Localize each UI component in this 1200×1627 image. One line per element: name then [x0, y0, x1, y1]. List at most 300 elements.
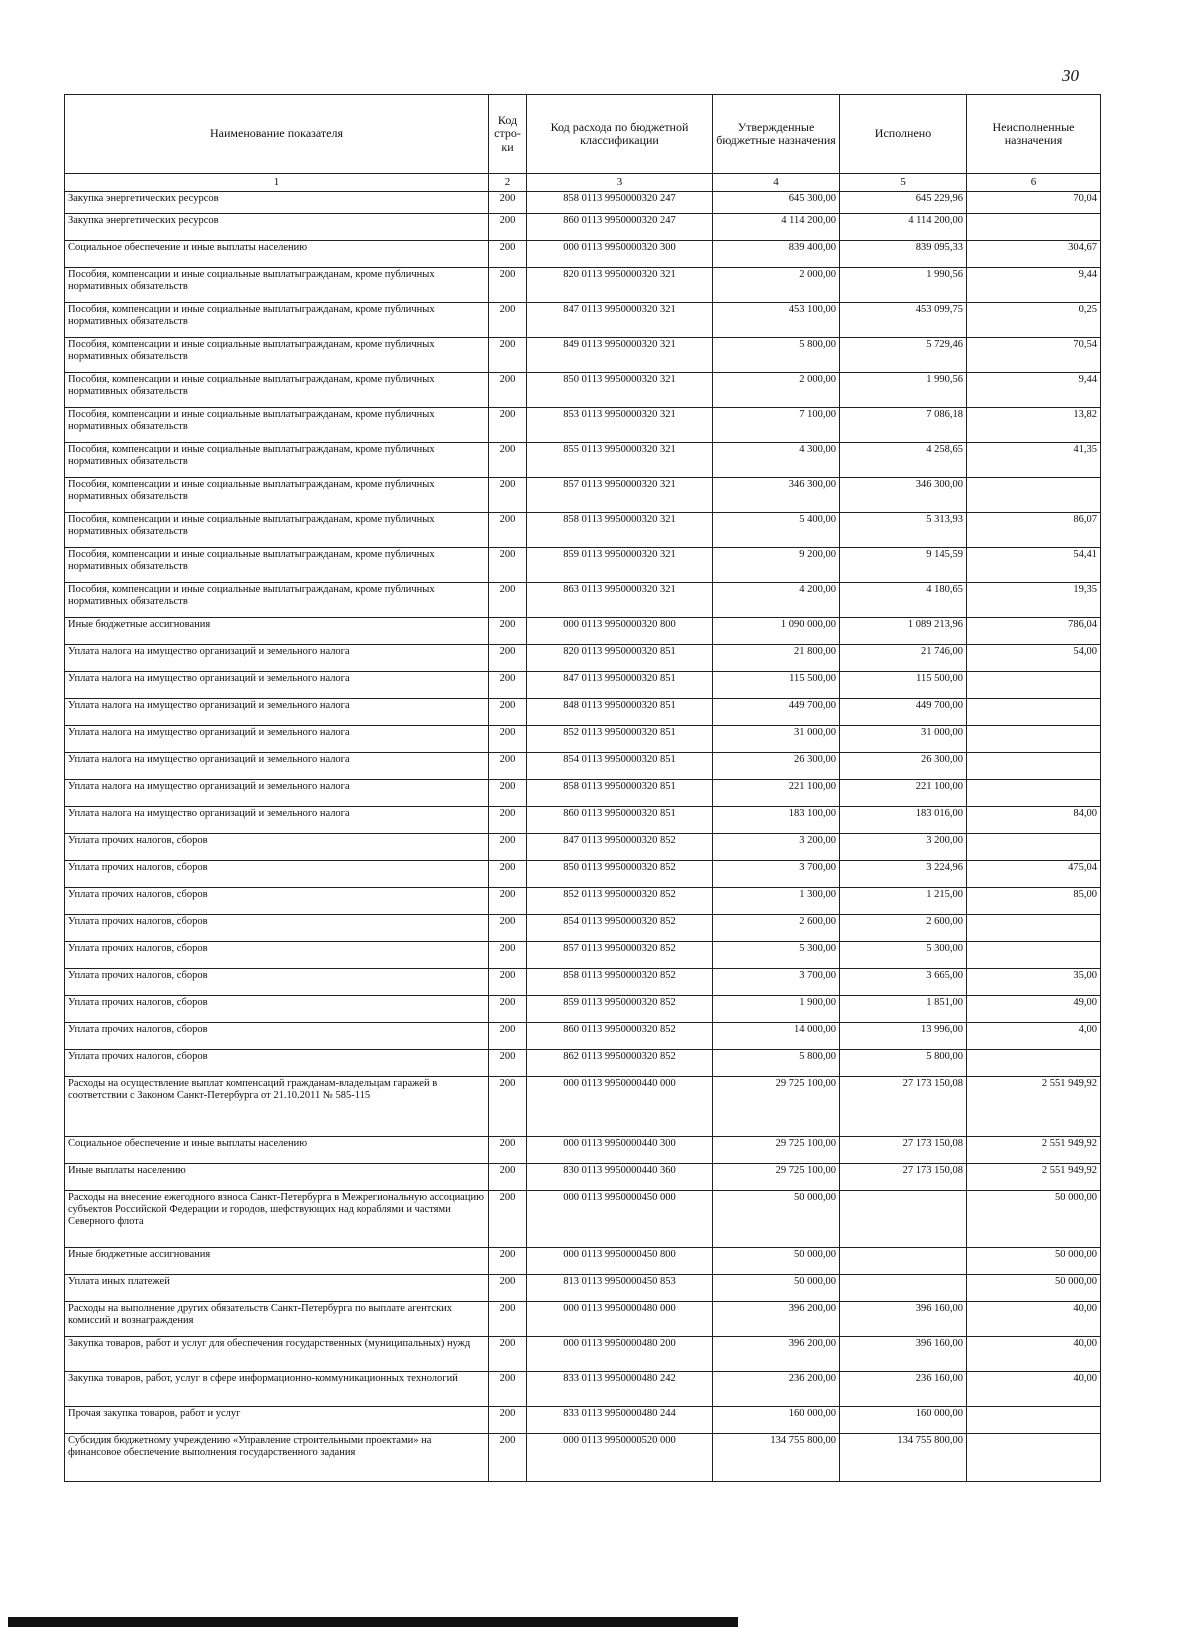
cell-budget-class-code: 000 0113 9950000520 000 — [527, 1434, 713, 1482]
cell-line-code: 200 — [489, 780, 527, 807]
cell-approved: 134 755 800,00 — [713, 1434, 840, 1482]
cell-unexecuted — [967, 1050, 1101, 1077]
cell-approved: 26 300,00 — [713, 753, 840, 780]
cell-approved: 50 000,00 — [713, 1275, 840, 1302]
table-row — [65, 645, 1101, 672]
table-row — [65, 443, 1101, 478]
column-number-row — [65, 174, 1101, 192]
header-unexecuted: Неисполненные назначения — [967, 95, 1101, 174]
budget-execution-table — [64, 94, 1101, 1482]
cell-approved: 2 600,00 — [713, 915, 840, 942]
column-number: 1 — [65, 174, 489, 192]
page-number: 30 — [1062, 66, 1079, 85]
cell-executed: 5 800,00 — [840, 1050, 967, 1077]
cell-approved: 4 114 200,00 — [713, 214, 840, 241]
cell-unexecuted: 40,00 — [967, 1337, 1101, 1372]
cell-unexecuted: 40,00 — [967, 1302, 1101, 1337]
cell-approved: 183 100,00 — [713, 807, 840, 834]
cell-executed: 1 851,00 — [840, 996, 967, 1023]
cell-budget-class-code: 830 0113 9950000440 360 — [527, 1164, 713, 1191]
cell-budget-class-code: 857 0113 9950000320 852 — [527, 942, 713, 969]
cell-approved: 29 725 100,00 — [713, 1164, 840, 1191]
cell-approved: 4 300,00 — [713, 443, 840, 478]
cell-unexecuted — [967, 214, 1101, 241]
cell-unexecuted: 2 551 949,92 — [967, 1164, 1101, 1191]
cell-indicator-name: Уплата прочих налогов, сборов — [65, 1023, 489, 1050]
cell-unexecuted: 50 000,00 — [967, 1248, 1101, 1275]
table-row — [65, 583, 1101, 618]
cell-approved: 1 090 000,00 — [713, 618, 840, 645]
cell-indicator-name: Закупка энергетических ресурсов — [65, 214, 489, 241]
cell-indicator-name: Уплата прочих налогов, сборов — [65, 915, 489, 942]
cell-approved: 1 900,00 — [713, 996, 840, 1023]
cell-line-code: 200 — [489, 1337, 527, 1372]
table-row — [65, 996, 1101, 1023]
cell-line-code: 200 — [489, 1077, 527, 1137]
cell-budget-class-code: 859 0113 9950000320 852 — [527, 996, 713, 1023]
cell-executed: 5 729,46 — [840, 338, 967, 373]
cell-executed: 1 089 213,96 — [840, 618, 967, 645]
cell-indicator-name: Социальное обеспечение и иные выплаты населению — [65, 1137, 489, 1164]
cell-executed: 221 100,00 — [840, 780, 967, 807]
cell-executed: 2 600,00 — [840, 915, 967, 942]
cell-budget-class-code: 849 0113 9950000320 321 — [527, 338, 713, 373]
cell-executed: 3 665,00 — [840, 969, 967, 996]
cell-budget-class-code: 858 0113 9950000320 321 — [527, 513, 713, 548]
cell-indicator-name: Иные выплаты населению — [65, 1164, 489, 1191]
cell-line-code: 200 — [489, 1164, 527, 1191]
cell-line-code: 200 — [489, 942, 527, 969]
cell-executed: 5 300,00 — [840, 942, 967, 969]
cell-unexecuted: 50 000,00 — [967, 1191, 1101, 1248]
cell-approved: 346 300,00 — [713, 478, 840, 513]
cell-line-code: 200 — [489, 1434, 527, 1482]
cell-budget-class-code: 863 0113 9950000320 321 — [527, 583, 713, 618]
table-row — [65, 1372, 1101, 1407]
cell-unexecuted — [967, 1434, 1101, 1482]
cell-line-code: 200 — [489, 1191, 527, 1248]
cell-indicator-name: Уплата прочих налогов, сборов — [65, 996, 489, 1023]
column-number: 3 — [527, 174, 713, 192]
cell-executed: 31 000,00 — [840, 726, 967, 753]
cell-executed: 839 095,33 — [840, 241, 967, 268]
header-indicator-name: Наименование показателя — [65, 95, 489, 174]
cell-budget-class-code: 813 0113 9950000450 853 — [527, 1275, 713, 1302]
cell-line-code: 200 — [489, 618, 527, 645]
cell-line-code: 200 — [489, 996, 527, 1023]
table-row — [65, 1275, 1101, 1302]
cell-line-code: 200 — [489, 807, 527, 834]
cell-approved: 3 700,00 — [713, 969, 840, 996]
cell-budget-class-code: 000 0113 9950000450 000 — [527, 1191, 713, 1248]
cell-indicator-name: Расходы на выполнение других обязательств Санкт-Петербурга по выплате агентских комиссий и вознаграждения — [65, 1302, 489, 1337]
cell-unexecuted: 35,00 — [967, 969, 1101, 996]
cell-executed: 453 099,75 — [840, 303, 967, 338]
cell-unexecuted — [967, 672, 1101, 699]
cell-unexecuted: 9,44 — [967, 268, 1101, 303]
table-row — [65, 338, 1101, 373]
cell-indicator-name: Уплата налога на имущество организаций и земельного налога — [65, 645, 489, 672]
cell-line-code: 200 — [489, 1407, 527, 1434]
cell-executed: 26 300,00 — [840, 753, 967, 780]
cell-line-code: 200 — [489, 726, 527, 753]
cell-unexecuted: 2 551 949,92 — [967, 1077, 1101, 1137]
cell-budget-class-code: 857 0113 9950000320 321 — [527, 478, 713, 513]
cell-line-code: 200 — [489, 753, 527, 780]
table-row — [65, 1164, 1101, 1191]
table-row — [65, 780, 1101, 807]
cell-budget-class-code: 858 0113 9950000320 851 — [527, 780, 713, 807]
cell-unexecuted — [967, 915, 1101, 942]
cell-budget-class-code: 854 0113 9950000320 851 — [527, 753, 713, 780]
header-approved: Утвержденные бюджетные назначения — [713, 95, 840, 174]
cell-line-code: 200 — [489, 583, 527, 618]
cell-approved: 5 300,00 — [713, 942, 840, 969]
cell-approved: 4 200,00 — [713, 583, 840, 618]
table-row — [65, 513, 1101, 548]
cell-approved: 7 100,00 — [713, 408, 840, 443]
cell-unexecuted: 70,54 — [967, 338, 1101, 373]
cell-line-code: 200 — [489, 443, 527, 478]
table-row — [65, 618, 1101, 645]
header-line-code: Код стро-ки — [489, 95, 527, 174]
cell-approved: 396 200,00 — [713, 1337, 840, 1372]
cell-unexecuted: 84,00 — [967, 807, 1101, 834]
cell-line-code: 200 — [489, 1137, 527, 1164]
cell-unexecuted: 85,00 — [967, 888, 1101, 915]
cell-unexecuted: 475,04 — [967, 861, 1101, 888]
header-executed: Исполнено — [840, 95, 967, 174]
cell-unexecuted — [967, 726, 1101, 753]
cell-unexecuted: 0,25 — [967, 303, 1101, 338]
cell-line-code: 200 — [489, 861, 527, 888]
cell-approved: 645 300,00 — [713, 192, 840, 214]
cell-indicator-name: Закупка товаров, работ и услуг для обеспечения государственных (муниципальных) нужд — [65, 1337, 489, 1372]
cell-budget-class-code: 850 0113 9950000320 852 — [527, 861, 713, 888]
cell-budget-class-code: 858 0113 9950000320 852 — [527, 969, 713, 996]
cell-executed: 1 215,00 — [840, 888, 967, 915]
cell-indicator-name: Пособия, компенсации и иные социальные выплатыгражданам, кроме публичных нормативных обязательств — [65, 583, 489, 618]
header-row — [65, 95, 1101, 174]
cell-unexecuted — [967, 478, 1101, 513]
table-row — [65, 915, 1101, 942]
table-row — [65, 969, 1101, 996]
cell-approved: 453 100,00 — [713, 303, 840, 338]
cell-approved: 5 400,00 — [713, 513, 840, 548]
cell-budget-class-code: 854 0113 9950000320 852 — [527, 915, 713, 942]
cell-unexecuted: 41,35 — [967, 443, 1101, 478]
table-row — [65, 214, 1101, 241]
cell-budget-class-code: 862 0113 9950000320 852 — [527, 1050, 713, 1077]
cell-budget-class-code: 833 0113 9950000480 244 — [527, 1407, 713, 1434]
cell-indicator-name: Уплата прочих налогов, сборов — [65, 1050, 489, 1077]
cell-indicator-name: Уплата налога на имущество организаций и земельного налога — [65, 699, 489, 726]
cell-indicator-name: Уплата налога на имущество организаций и земельного налога — [65, 807, 489, 834]
cell-approved: 839 400,00 — [713, 241, 840, 268]
cell-line-code: 200 — [489, 373, 527, 408]
table-row — [65, 408, 1101, 443]
cell-unexecuted: 50 000,00 — [967, 1275, 1101, 1302]
cell-unexecuted: 9,44 — [967, 373, 1101, 408]
table-row — [65, 807, 1101, 834]
cell-line-code: 200 — [489, 969, 527, 996]
cell-line-code: 200 — [489, 1248, 527, 1275]
table-row — [65, 861, 1101, 888]
cell-indicator-name: Уплата прочих налогов, сборов — [65, 888, 489, 915]
cell-indicator-name: Уплата прочих налогов, сборов — [65, 942, 489, 969]
table-row — [65, 753, 1101, 780]
cell-approved: 14 000,00 — [713, 1023, 840, 1050]
table-row — [65, 478, 1101, 513]
cell-executed: 1 990,56 — [840, 373, 967, 408]
cell-budget-class-code: 000 0113 9950000440 000 — [527, 1077, 713, 1137]
cell-executed: 27 173 150,08 — [840, 1077, 967, 1137]
cell-unexecuted: 49,00 — [967, 996, 1101, 1023]
cell-executed: 4 180,65 — [840, 583, 967, 618]
cell-executed — [840, 1191, 967, 1248]
cell-indicator-name: Субсидия бюджетному учреждению «Управление строительными проектами» на финансовое обеспечение выполнения государственного задания — [65, 1434, 489, 1482]
cell-budget-class-code: 860 0113 9950000320 247 — [527, 214, 713, 241]
cell-line-code: 200 — [489, 915, 527, 942]
cell-indicator-name: Уплата налога на имущество организаций и земельного налога — [65, 780, 489, 807]
cell-line-code: 200 — [489, 268, 527, 303]
cell-budget-class-code: 860 0113 9950000320 852 — [527, 1023, 713, 1050]
cell-budget-class-code: 847 0113 9950000320 851 — [527, 672, 713, 699]
cell-budget-class-code: 852 0113 9950000320 852 — [527, 888, 713, 915]
table-row — [65, 1302, 1101, 1337]
table-row — [65, 1407, 1101, 1434]
cell-unexecuted — [967, 699, 1101, 726]
cell-executed: 134 755 800,00 — [840, 1434, 967, 1482]
cell-indicator-name: Пособия, компенсации и иные социальные выплатыгражданам, кроме публичных нормативных обязательств — [65, 268, 489, 303]
cell-executed: 449 700,00 — [840, 699, 967, 726]
cell-line-code: 200 — [489, 214, 527, 241]
cell-unexecuted — [967, 753, 1101, 780]
cell-executed: 13 996,00 — [840, 1023, 967, 1050]
cell-executed: 346 300,00 — [840, 478, 967, 513]
cell-approved: 21 800,00 — [713, 645, 840, 672]
table-row — [65, 1137, 1101, 1164]
table-row — [65, 1191, 1101, 1248]
table-row — [65, 241, 1101, 268]
cell-line-code: 200 — [489, 513, 527, 548]
cell-executed: 183 016,00 — [840, 807, 967, 834]
table-row — [65, 726, 1101, 753]
cell-budget-class-code: 855 0113 9950000320 321 — [527, 443, 713, 478]
cell-line-code: 200 — [489, 548, 527, 583]
cell-budget-class-code: 000 0113 9950000450 800 — [527, 1248, 713, 1275]
cell-line-code: 200 — [489, 303, 527, 338]
cell-approved: 5 800,00 — [713, 338, 840, 373]
cell-indicator-name: Иные бюджетные ассигнования — [65, 618, 489, 645]
cell-line-code: 200 — [489, 1023, 527, 1050]
table-row — [65, 548, 1101, 583]
cell-budget-class-code: 000 0113 9950000480 200 — [527, 1337, 713, 1372]
cell-executed: 645 229,96 — [840, 192, 967, 214]
table-row — [65, 942, 1101, 969]
cell-line-code: 200 — [489, 1302, 527, 1337]
cell-executed — [840, 1248, 967, 1275]
cell-budget-class-code: 852 0113 9950000320 851 — [527, 726, 713, 753]
cell-indicator-name: Уплата прочих налогов, сборов — [65, 969, 489, 996]
cell-indicator-name: Расходы на внесение ежегодного взноса Санкт-Петербурга в Межрегиональную ассоциацию субъектов Российской Федерации и городов, шефствующих над кораблями и частями Северного флота — [65, 1191, 489, 1248]
cell-approved: 160 000,00 — [713, 1407, 840, 1434]
cell-approved: 29 725 100,00 — [713, 1137, 840, 1164]
cell-budget-class-code: 820 0113 9950000320 851 — [527, 645, 713, 672]
table-row — [65, 672, 1101, 699]
cell-budget-class-code: 848 0113 9950000320 851 — [527, 699, 713, 726]
cell-budget-class-code: 000 0113 9950000480 000 — [527, 1302, 713, 1337]
cell-line-code: 200 — [489, 192, 527, 214]
cell-approved: 3 200,00 — [713, 834, 840, 861]
cell-indicator-name: Пособия, компенсации и иные социальные выплатыгражданам, кроме публичных нормативных обязательств — [65, 373, 489, 408]
cell-approved: 2 000,00 — [713, 268, 840, 303]
table-row — [65, 834, 1101, 861]
cell-line-code: 200 — [489, 1372, 527, 1407]
cell-indicator-name: Пособия, компенсации и иные социальные выплатыгражданам, кроме публичных нормативных обязательств — [65, 548, 489, 583]
cell-indicator-name: Закупка энергетических ресурсов — [65, 192, 489, 214]
cell-budget-class-code: 850 0113 9950000320 321 — [527, 373, 713, 408]
cell-line-code: 200 — [489, 834, 527, 861]
column-number: 2 — [489, 174, 527, 192]
cell-approved: 221 100,00 — [713, 780, 840, 807]
column-number: 4 — [713, 174, 840, 192]
cell-approved: 29 725 100,00 — [713, 1077, 840, 1137]
cell-executed: 27 173 150,08 — [840, 1137, 967, 1164]
cell-indicator-name: Пособия, компенсации и иные социальные выплатыгражданам, кроме публичных нормативных обязательств — [65, 338, 489, 373]
cell-executed: 5 313,93 — [840, 513, 967, 548]
cell-unexecuted: 70,04 — [967, 192, 1101, 214]
table-row — [65, 699, 1101, 726]
cell-line-code: 200 — [489, 699, 527, 726]
cell-approved: 9 200,00 — [713, 548, 840, 583]
cell-unexecuted: 54,41 — [967, 548, 1101, 583]
cell-budget-class-code: 847 0113 9950000320 852 — [527, 834, 713, 861]
cell-executed: 27 173 150,08 — [840, 1164, 967, 1191]
cell-unexecuted: 786,04 — [967, 618, 1101, 645]
cell-budget-class-code: 000 0113 9950000440 300 — [527, 1137, 713, 1164]
table-body — [65, 192, 1101, 1482]
cell-line-code: 200 — [489, 645, 527, 672]
cell-executed: 4 258,65 — [840, 443, 967, 478]
cell-approved: 50 000,00 — [713, 1248, 840, 1275]
cell-approved: 115 500,00 — [713, 672, 840, 699]
cell-unexecuted: 4,00 — [967, 1023, 1101, 1050]
cell-executed: 3 200,00 — [840, 834, 967, 861]
cell-unexecuted: 13,82 — [967, 408, 1101, 443]
table-row — [65, 268, 1101, 303]
cell-budget-class-code: 853 0113 9950000320 321 — [527, 408, 713, 443]
cell-indicator-name: Уплата иных платежей — [65, 1275, 489, 1302]
cell-indicator-name: Пособия, компенсации и иные социальные выплатыгражданам, кроме публичных нормативных обязательств — [65, 478, 489, 513]
cell-indicator-name: Прочая закупка товаров, работ и услуг — [65, 1407, 489, 1434]
cell-approved: 1 300,00 — [713, 888, 840, 915]
scan-edge-bar — [8, 1617, 738, 1627]
table-row — [65, 1337, 1101, 1372]
cell-indicator-name: Уплата налога на имущество организаций и земельного налога — [65, 672, 489, 699]
cell-indicator-name: Пособия, компенсации и иные социальные выплатыгражданам, кроме публичных нормативных обязательств — [65, 408, 489, 443]
cell-approved: 396 200,00 — [713, 1302, 840, 1337]
cell-line-code: 200 — [489, 408, 527, 443]
table-row — [65, 303, 1101, 338]
cell-budget-class-code: 820 0113 9950000320 321 — [527, 268, 713, 303]
cell-budget-class-code: 833 0113 9950000480 242 — [527, 1372, 713, 1407]
cell-indicator-name: Уплата налога на имущество организаций и земельного налога — [65, 726, 489, 753]
cell-unexecuted: 40,00 — [967, 1372, 1101, 1407]
cell-executed: 3 224,96 — [840, 861, 967, 888]
column-number: 5 — [840, 174, 967, 192]
cell-line-code: 200 — [489, 478, 527, 513]
cell-executed: 115 500,00 — [840, 672, 967, 699]
cell-unexecuted: 54,00 — [967, 645, 1101, 672]
cell-approved: 3 700,00 — [713, 861, 840, 888]
table-row — [65, 1248, 1101, 1275]
cell-executed: 21 746,00 — [840, 645, 967, 672]
header-budget-class-code: Код расхода по бюджетной классификации — [527, 95, 713, 174]
cell-line-code: 200 — [489, 1050, 527, 1077]
cell-line-code: 200 — [489, 888, 527, 915]
cell-indicator-name: Пособия, компенсации и иные социальные выплатыгражданам, кроме публичных нормативных обязательств — [65, 513, 489, 548]
cell-executed: 236 160,00 — [840, 1372, 967, 1407]
table-row — [65, 1023, 1101, 1050]
cell-indicator-name: Социальное обеспечение и иные выплаты населению — [65, 241, 489, 268]
cell-unexecuted — [967, 834, 1101, 861]
cell-executed: 396 160,00 — [840, 1337, 967, 1372]
cell-line-code: 200 — [489, 672, 527, 699]
table-row — [65, 1434, 1101, 1482]
cell-approved: 5 800,00 — [713, 1050, 840, 1077]
table-row — [65, 373, 1101, 408]
cell-budget-class-code: 847 0113 9950000320 321 — [527, 303, 713, 338]
table-row — [65, 1050, 1101, 1077]
cell-budget-class-code: 000 0113 9950000320 300 — [527, 241, 713, 268]
cell-approved: 31 000,00 — [713, 726, 840, 753]
cell-indicator-name: Уплата прочих налогов, сборов — [65, 834, 489, 861]
cell-line-code: 200 — [489, 338, 527, 373]
cell-approved: 50 000,00 — [713, 1191, 840, 1248]
column-number: 6 — [967, 174, 1101, 192]
cell-unexecuted: 304,67 — [967, 241, 1101, 268]
cell-indicator-name: Уплата прочих налогов, сборов — [65, 861, 489, 888]
cell-unexecuted — [967, 780, 1101, 807]
cell-budget-class-code: 859 0113 9950000320 321 — [527, 548, 713, 583]
table-row — [65, 1077, 1101, 1137]
cell-indicator-name: Иные бюджетные ассигнования — [65, 1248, 489, 1275]
cell-unexecuted — [967, 1407, 1101, 1434]
cell-approved: 2 000,00 — [713, 373, 840, 408]
cell-executed: 9 145,59 — [840, 548, 967, 583]
cell-unexecuted — [967, 942, 1101, 969]
cell-line-code: 200 — [489, 1275, 527, 1302]
cell-approved: 449 700,00 — [713, 699, 840, 726]
cell-unexecuted: 86,07 — [967, 513, 1101, 548]
cell-indicator-name: Закупка товаров, работ, услуг в сфере информационно-коммуникационных технологий — [65, 1372, 489, 1407]
cell-indicator-name: Пособия, компенсации и иные социальные выплатыгражданам, кроме публичных нормативных обязательств — [65, 443, 489, 478]
cell-unexecuted: 2 551 949,92 — [967, 1137, 1101, 1164]
cell-line-code: 200 — [489, 241, 527, 268]
table-row — [65, 192, 1101, 214]
cell-executed — [840, 1275, 967, 1302]
table-row — [65, 888, 1101, 915]
cell-executed: 4 114 200,00 — [840, 214, 967, 241]
cell-executed: 396 160,00 — [840, 1302, 967, 1337]
cell-indicator-name: Пособия, компенсации и иные социальные выплатыгражданам, кроме публичных нормативных обязательств — [65, 303, 489, 338]
cell-indicator-name: Уплата налога на имущество организаций и земельного налога — [65, 753, 489, 780]
cell-executed: 7 086,18 — [840, 408, 967, 443]
cell-executed: 1 990,56 — [840, 268, 967, 303]
cell-budget-class-code: 000 0113 9950000320 800 — [527, 618, 713, 645]
cell-indicator-name: Расходы на осуществление выплат компенсаций гражданам-владельцам гаражей в соответствии с Законом Санкт-Петербурга от 21.10.2011 № 585-115 — [65, 1077, 489, 1137]
